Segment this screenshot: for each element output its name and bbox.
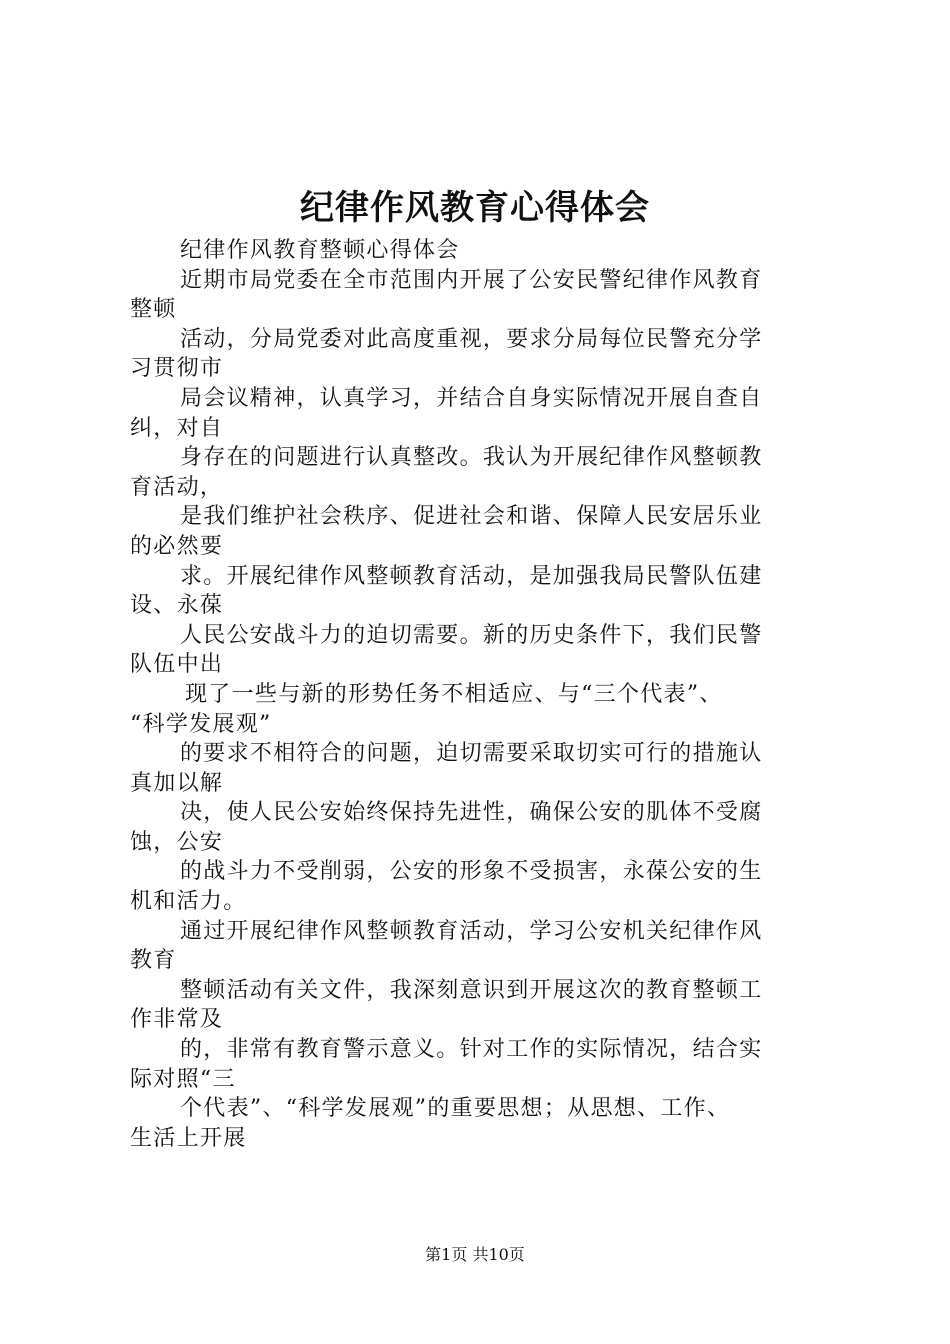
paragraph-line: 队伍中出 [130, 652, 224, 678]
paragraph-line: 近期市局党委在全市范围内开展了公安民警纪律作风教育 [180, 267, 763, 293]
page-number: 第1页 共10页 [425, 1245, 525, 1264]
paragraph-line: 蚀，公安 [130, 829, 224, 855]
paragraph-line: 现了一些与新的形势任务不相适应、与“三个代表”、 [185, 681, 723, 707]
paragraph-line: 生活上开展 [130, 1125, 247, 1151]
paragraph-line: 决，使人民公安始终保持先进性，确保公安的肌体不受腐 [180, 800, 763, 826]
paragraph-line: 整顿活动有关文件，我深刻意识到开展这次的教育整顿工 [180, 977, 763, 1003]
paragraph-line: 纠，对自 [130, 415, 224, 441]
paragraph-line: 通过开展纪律作风整顿教育活动，学习公安机关纪律作风 [180, 918, 763, 944]
subtitle-line: 纪律作风教育整顿心得体会 [180, 238, 460, 263]
paragraph-line: 的必然要 [130, 533, 224, 559]
document-title: 纪律作风教育心得体会 [300, 188, 650, 228]
paragraph-line: 教育 [130, 948, 177, 974]
paragraph-line: 习贯彻市 [130, 356, 224, 382]
paragraph-line: 作非常及 [130, 1007, 224, 1033]
paragraph-line: 的战斗力不受削弱，公安的形象不受损害，永葆公安的生 [180, 859, 763, 885]
paragraph-line: 际对照“三 [130, 1066, 236, 1092]
paragraph-line: 个代表”、“科学发展观”的重要思想；从思想、工作、 [180, 1096, 731, 1122]
paragraph-line: 真加以解 [130, 770, 224, 796]
paragraph-line: 求。开展纪律作风整顿教育活动，是加强我局民警队伍建 [180, 563, 763, 589]
paragraph-line: 活动，分局党委对此高度重视，要求分局每位民警充分学 [180, 326, 763, 352]
paragraph-line: 的，非常有教育警示意义。针对工作的实际情况，结合实 [180, 1037, 763, 1063]
paragraph-line: 人民公安战斗力的迫切需要。新的历史条件下，我们民警 [180, 622, 763, 648]
paragraph-line: 局会议精神，认真学习，并结合自身实际情况开展自查自 [180, 385, 763, 411]
document-body [130, 236, 830, 1153]
paragraph-line: 机和活力。 [130, 889, 247, 915]
paragraph-line: “科学发展观” [130, 711, 272, 737]
paragraph-line: 的要求不相符合的问题，迫切需要采取切实可行的措施认 [180, 741, 763, 767]
paragraph-line: 是我们维护社会秩序、促进社会和谐、保障人民安居乐业 [180, 504, 763, 530]
paragraph-line: 整顿 [130, 297, 177, 323]
paragraph-line: 身存在的问题进行认真整改。我认为开展纪律作风整顿教 [180, 445, 763, 471]
paragraph-line: 设、永葆 [130, 593, 224, 619]
paragraph-line: 育活动， [130, 474, 224, 500]
